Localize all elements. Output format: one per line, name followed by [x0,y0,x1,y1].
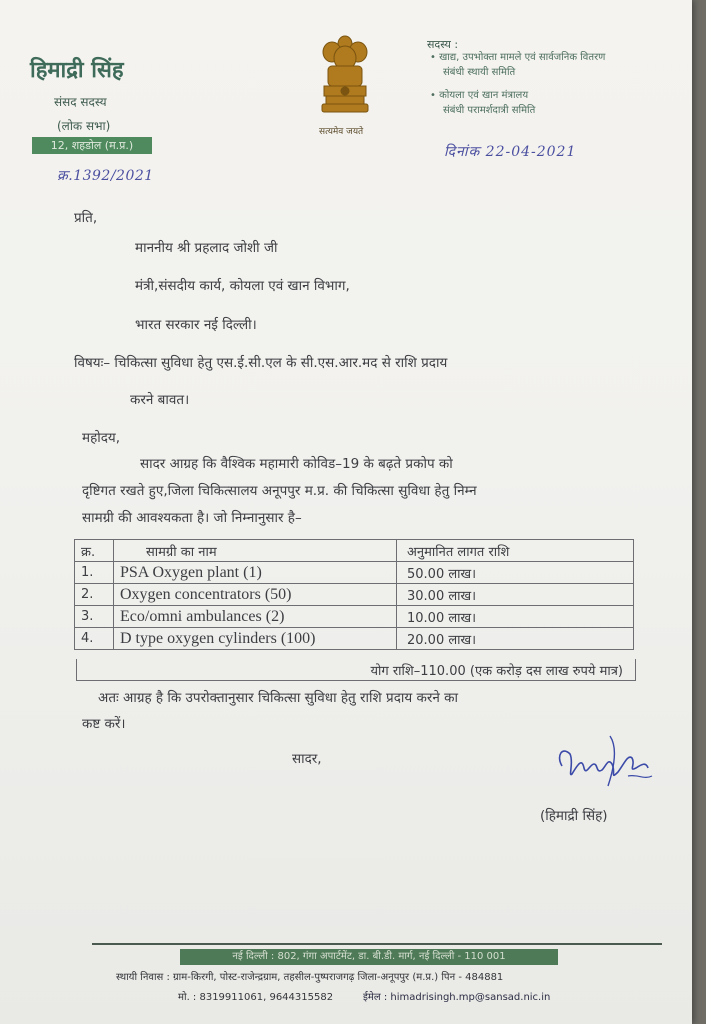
state-emblem-icon [314,32,376,120]
row-cost: 20.00 लाख। [397,628,634,650]
constituency-badge: 12, शहडोल (म.प्र.) [32,137,152,154]
membership-1-line2: संबंधी स्थायी समिति [443,67,516,78]
sender-designation: संसद सदस्य [54,95,107,109]
table-row [75,606,634,628]
closing-line-2: कष्ट करें। [82,716,126,732]
row-number: 4. [75,628,114,650]
row-cost: 10.00 लाख। [397,606,634,628]
paragraph-line-1: सादर आग्रह कि वैश्विक महामारी कोविड–19 के बढ़ते प्रकोप को [140,456,453,472]
paragraph-line-2: दृष्टिगत रखते हुए,जिला चिकित्सालय अनूपपुर म.प्र. की चिकित्सा सुविधा हेतु निम्न [82,483,477,499]
table-row [75,562,634,584]
table-row [75,584,634,606]
membership-2-line2: संबंधी परामर्शदात्री समिति [443,105,536,116]
sender-house: (लोक सभा) [57,119,111,133]
membership-1-line1: • खाद्य, उपभोक्ता मामले एवं सार्वजनिक वितरण [430,52,606,63]
closing-line-1: अतः आग्रह है कि उपरोक्तानुसार चिकित्सा सुविधा हेतु राशि प्रदाय करने का [98,690,459,706]
footer-delhi-address: नई दिल्ली : 802, गंगा अपार्टमेंट, डा. बी.डी. मार्ग, नई दिल्ली - 110 001 [180,949,558,965]
subject-line-1: विषयः– चिकित्सा सुविधा हेतु एस.ई.सी.एल के सी.एस.आर.मद से राशि प्रदाय [74,355,448,371]
recipient-line-2: मंत्री,संसदीय कार्य, कोयला एवं खान विभाग, [135,278,350,294]
table-total-row [76,659,636,681]
sender-name: हिमाद्री सिंह [30,58,124,83]
recipient-line-3: भारत सरकार नई दिल्ली। [135,317,257,333]
to-label: प्रति, [74,210,98,226]
table-header-row [75,540,634,562]
signatory-name: (हिमाद्री सिंह) [540,808,608,824]
membership-2-line1: • कोयला एवं खान मंत्रालय [430,90,529,101]
salutation: महोदय, [82,430,121,446]
table-row [75,628,634,650]
row-item: Eco/omni ambulances (2) [114,606,397,628]
table-header-cost: अनुमानित लागत राशि [397,540,634,562]
row-cost: 30.00 लाख। [397,584,634,606]
emblem-motto: सत्यमेव जयते [319,127,364,137]
paragraph-line-3: सामग्री की आवश्यकता है। जो निम्नानुसार है– [82,510,302,526]
memberships-label: सदस्य : [427,38,459,51]
requirements-table [74,539,634,650]
row-item: PSA Oxygen plant (1) [114,562,397,584]
subject-line-2: करने बावत। [130,392,190,408]
footer-divider [92,943,662,945]
table-header-item: सामग्री का नाम [114,540,397,562]
letter-date: दिनांक 22-04-2021 [444,144,577,160]
row-cost: 50.00 लाख। [397,562,634,584]
recipient-line-1: माननीय श्री प्रहलाद जोशी जी [135,240,278,256]
footer-email: ईमेल : himadrisingh.mp@sansad.nic.in [363,992,551,1003]
row-item: D type oxygen cylinders (100) [114,628,397,650]
reference-number: क्र.1392/2021 [57,168,154,184]
row-number: 1. [75,562,114,584]
regards: सादर, [292,751,322,767]
row-number: 3. [75,606,114,628]
handwritten-signature [548,728,658,798]
row-item: Oxygen concentrators (50) [114,584,397,606]
row-number: 2. [75,584,114,606]
footer-mobile: मो. : 8319911061, 9644315582 [178,992,334,1003]
footer-permanent-address: स्थायी निवास : ग्राम-किरगी, पोस्ट-राजेन्द्रग्राम, तहसील-पुष्पराजगढ़ जिला-अनूपपुर (म.प्र.) पिन - 484881 [116,972,504,983]
table-total: योग राशि–110.00 (एक करोड़ दस लाख रुपये मात्र) [370,664,623,679]
table-header-no: क्र. [75,540,114,562]
